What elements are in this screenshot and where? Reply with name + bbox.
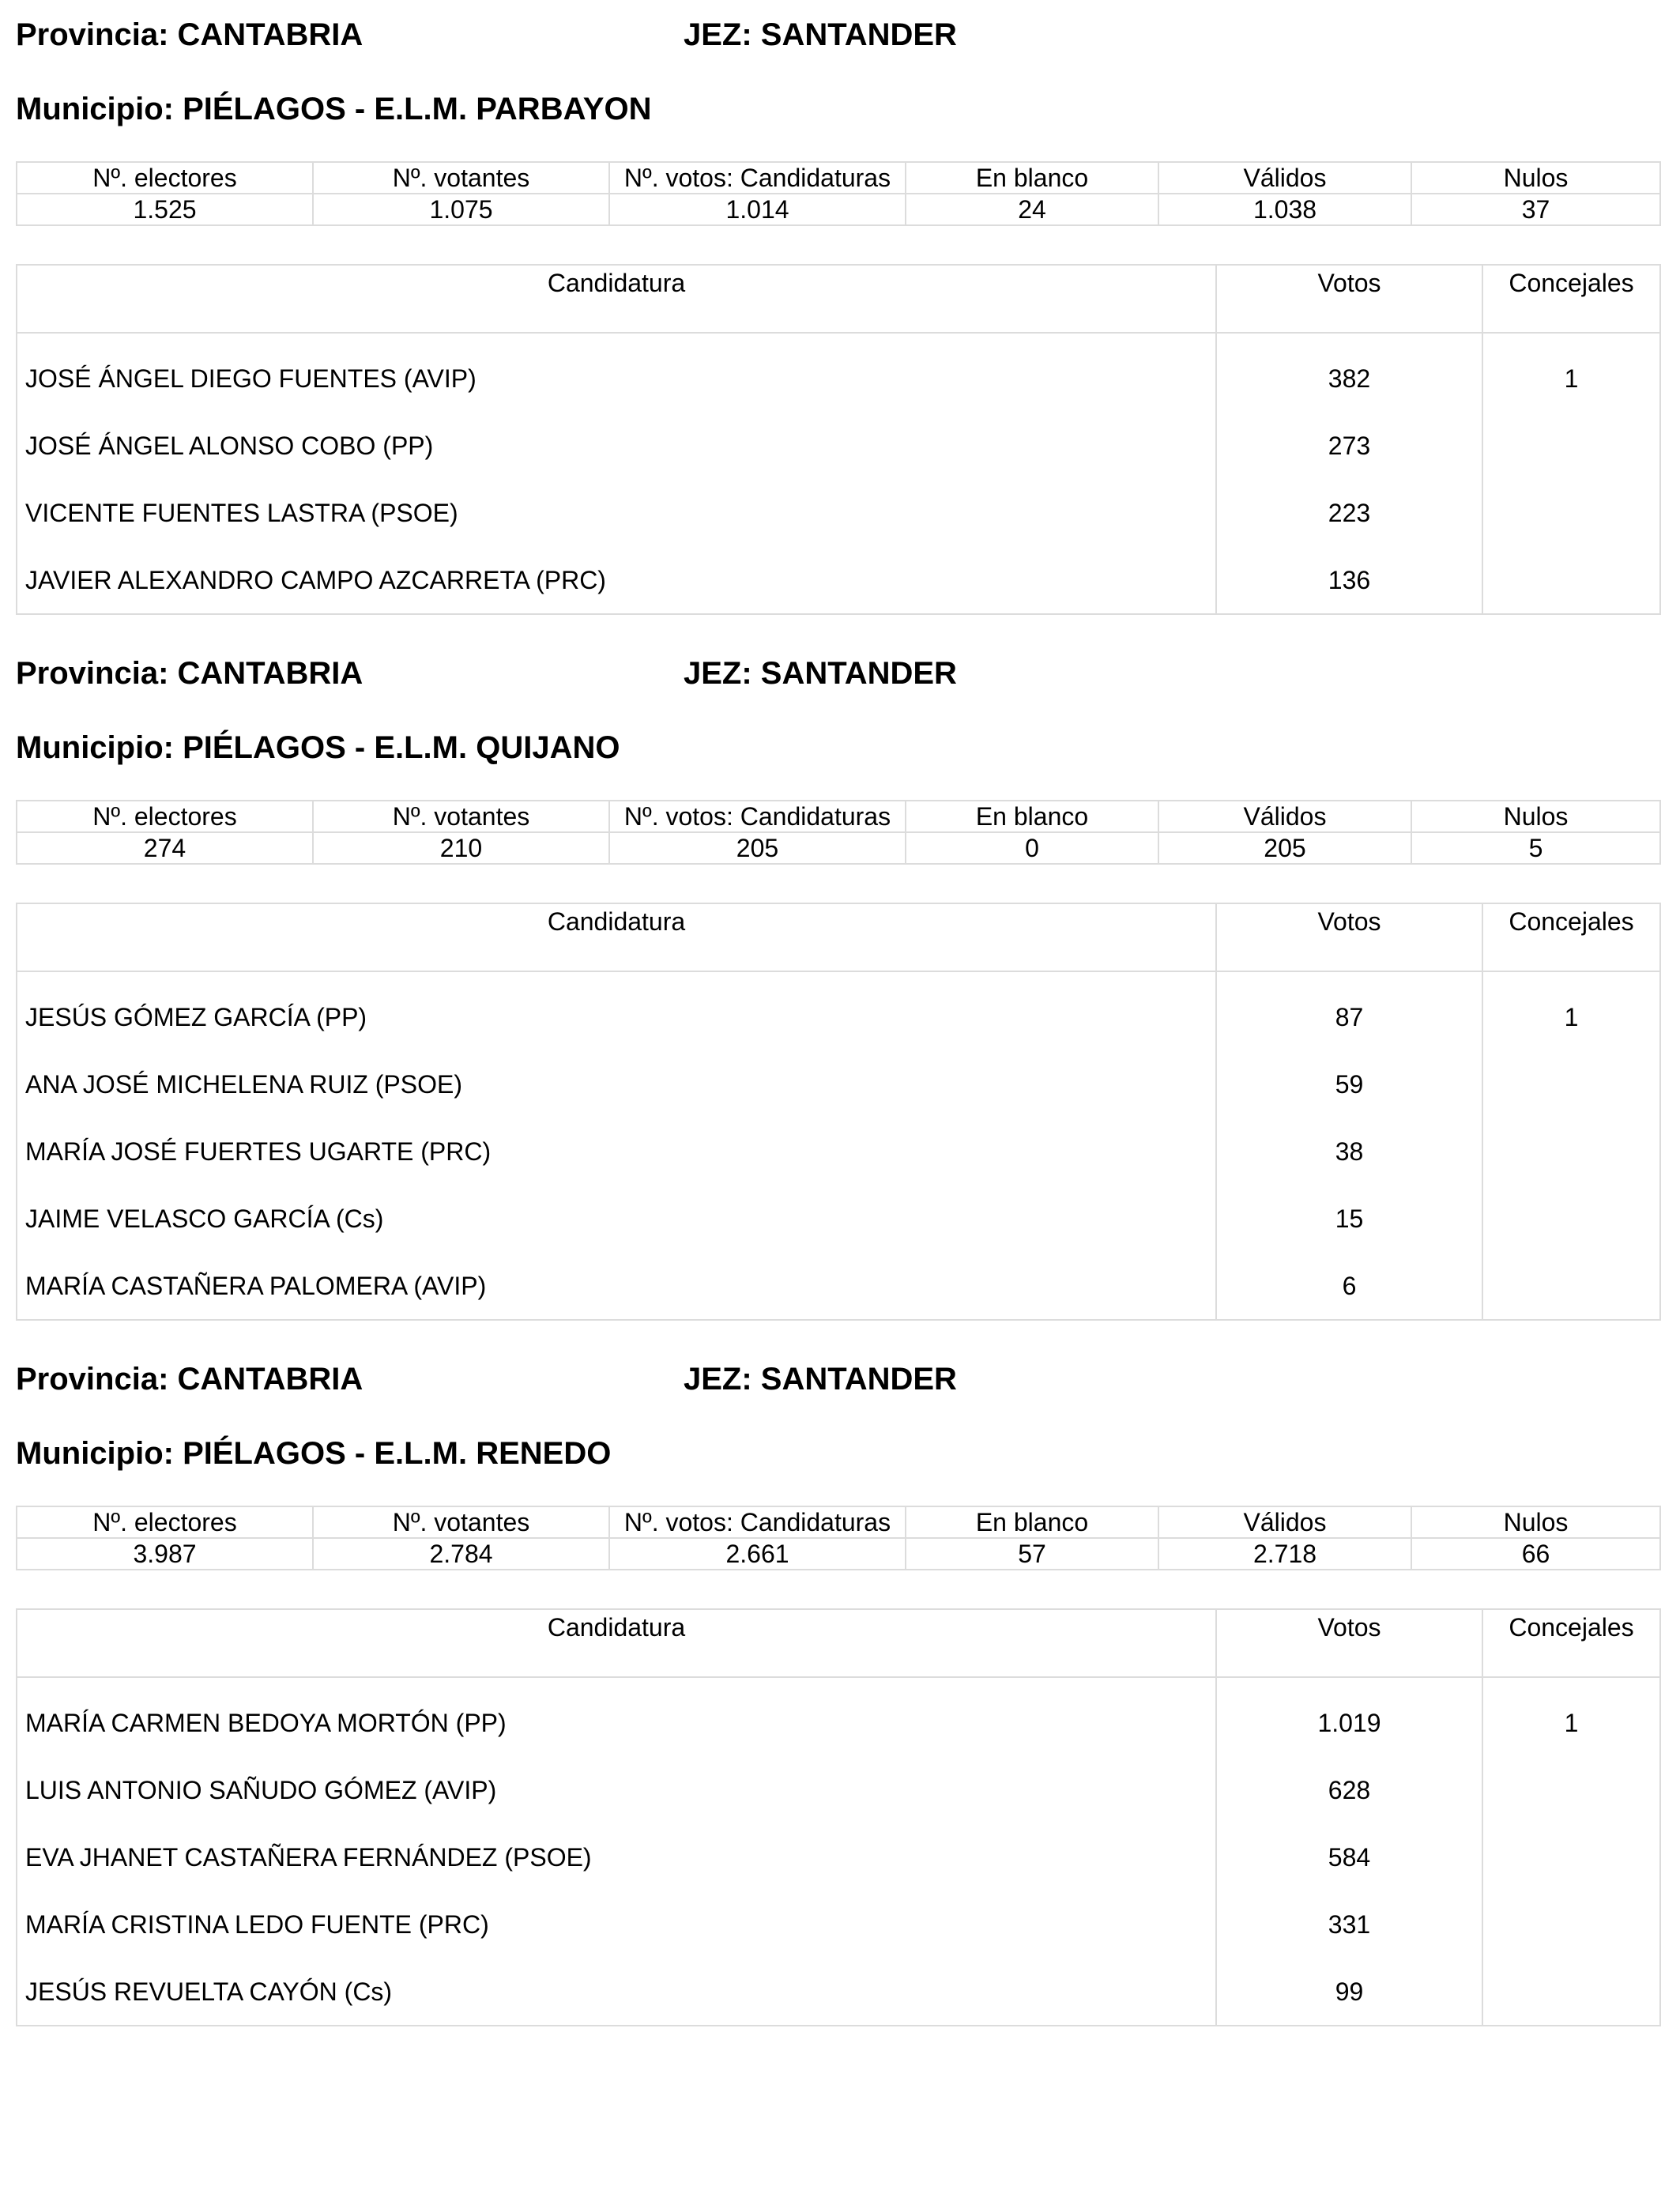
- stats-header-cell: Válidos: [1158, 801, 1411, 832]
- municipio-label: Municipio: PIÉLAGOS - E.L.M. PARBAYON: [16, 92, 652, 126]
- candidate-votes: 584: [1216, 1823, 1482, 1891]
- stats-value-cell: 274: [17, 832, 313, 864]
- stats-value-row: [17, 832, 1660, 864]
- stats-value-cell: 1.075: [313, 194, 609, 225]
- table-row: [17, 1118, 1660, 1185]
- jez-label: JEZ: SANTANDER: [684, 17, 957, 52]
- candidate-name: JESÚS REVUELTA CAYÓN (Cs): [17, 1958, 1216, 2026]
- votos-header: Votos: [1216, 1609, 1482, 1677]
- section-header: [16, 16, 1659, 54]
- table-row: [17, 1185, 1660, 1252]
- stats-header-cell: Nº. electores: [17, 1506, 313, 1538]
- section-header: [16, 1360, 1659, 1398]
- candidate-votes: 223: [1216, 479, 1482, 546]
- candidate-votes: 382: [1216, 333, 1482, 412]
- provincia-label: Provincia: CANTABRIA: [16, 656, 363, 691]
- candidate-name: JAIME VELASCO GARCÍA (Cs): [17, 1185, 1216, 1252]
- results-page: [16, 0, 1659, 2026]
- stats-header-cell: Válidos: [1158, 1506, 1411, 1538]
- candidate-concejales: [1482, 1118, 1660, 1185]
- stats-value-cell: 3.987: [17, 1538, 313, 1570]
- candidatura-header: Candidatura: [17, 265, 1216, 333]
- candidates-header-row: [17, 1609, 1660, 1677]
- candidate-concejales: [1482, 546, 1660, 614]
- candidate-votes: 628: [1216, 1756, 1482, 1823]
- candidate-concejales: 1: [1482, 333, 1660, 412]
- stats-table: [16, 800, 1661, 865]
- stats-header-cell: Nulos: [1411, 162, 1660, 194]
- candidate-concejales: 1: [1482, 1677, 1660, 1756]
- concejales-header: Concejales: [1482, 265, 1660, 333]
- candidate-concejales: [1482, 1050, 1660, 1118]
- candidate-concejales: [1482, 1252, 1660, 1320]
- candidate-votes: 99: [1216, 1958, 1482, 2026]
- stats-header-cell: Nº. electores: [17, 162, 313, 194]
- provincia-label: Provincia: CANTABRIA: [16, 1362, 363, 1397]
- candidates-header-row: [17, 903, 1660, 971]
- stats-header-row: [17, 1506, 1660, 1538]
- stats-value-cell: 24: [906, 194, 1158, 225]
- table-row: [17, 1958, 1660, 2026]
- candidate-concejales: [1482, 1185, 1660, 1252]
- table-row: [17, 546, 1660, 614]
- candidate-votes: 6: [1216, 1252, 1482, 1320]
- candidate-name: JAVIER ALEXANDRO CAMPO AZCARRETA (PRC): [17, 546, 1216, 614]
- table-row: [17, 1050, 1660, 1118]
- stats-header-cell: Nº. votos: Candidaturas: [609, 801, 906, 832]
- stats-value-cell: 210: [313, 832, 609, 864]
- candidate-votes: 1.019: [1216, 1677, 1482, 1756]
- candidatura-header: Candidatura: [17, 903, 1216, 971]
- stats-value-cell: 37: [1411, 194, 1660, 225]
- stats-header-cell: Nulos: [1411, 801, 1660, 832]
- votos-header: Votos: [1216, 265, 1482, 333]
- stats-value-cell: 1.525: [17, 194, 313, 225]
- stats-table: [16, 161, 1661, 226]
- municipio-label: Municipio: PIÉLAGOS - E.L.M. RENEDO: [16, 1436, 612, 1471]
- table-row: [17, 333, 1660, 412]
- stats-value-cell: 0: [906, 832, 1158, 864]
- stats-header-cell: Nº. votos: Candidaturas: [609, 1506, 906, 1538]
- table-row: [17, 971, 1660, 1050]
- stats-header-cell: En blanco: [906, 1506, 1158, 1538]
- candidate-concejales: [1482, 1891, 1660, 1958]
- jez-label: JEZ: SANTANDER: [684, 656, 957, 691]
- candidatura-header: Candidatura: [17, 1609, 1216, 1677]
- stats-header-cell: Nulos: [1411, 1506, 1660, 1538]
- section-quijano: [16, 654, 1659, 1321]
- candidate-name: JESÚS GÓMEZ GARCÍA (PP): [17, 971, 1216, 1050]
- stats-value-cell: 2.784: [313, 1538, 609, 1570]
- stats-value-cell: 5: [1411, 832, 1660, 864]
- candidate-name: EVA JHANET CASTAÑERA FERNÁNDEZ (PSOE): [17, 1823, 1216, 1891]
- table-row: [17, 1677, 1660, 1756]
- stats-header-cell: En blanco: [906, 801, 1158, 832]
- candidates-table: [16, 903, 1661, 1321]
- candidate-name: MARÍA CASTAÑERA PALOMERA (AVIP): [17, 1252, 1216, 1320]
- stats-value-cell: 205: [1158, 832, 1411, 864]
- stats-value-row: [17, 194, 1660, 225]
- stats-value-cell: 2.661: [609, 1538, 906, 1570]
- provincia-label: Provincia: CANTABRIA: [16, 17, 363, 52]
- stats-header-row: [17, 801, 1660, 832]
- stats-value-cell: 2.718: [1158, 1538, 1411, 1570]
- candidate-name: LUIS ANTONIO SAÑUDO GÓMEZ (AVIP): [17, 1756, 1216, 1823]
- candidate-concejales: 1: [1482, 971, 1660, 1050]
- candidate-votes: 59: [1216, 1050, 1482, 1118]
- candidate-name: MARÍA CARMEN BEDOYA MORTÓN (PP): [17, 1677, 1216, 1756]
- stats-header-cell: En blanco: [906, 162, 1158, 194]
- stats-header-cell: Nº. votantes: [313, 162, 609, 194]
- stats-header-cell: Válidos: [1158, 162, 1411, 194]
- candidate-votes: 87: [1216, 971, 1482, 1050]
- stats-value-cell: 1.014: [609, 194, 906, 225]
- concejales-header: Concejales: [1482, 1609, 1660, 1677]
- candidate-concejales: [1482, 412, 1660, 479]
- table-row: [17, 1891, 1660, 1958]
- candidate-votes: 15: [1216, 1185, 1482, 1252]
- table-row: [17, 1756, 1660, 1823]
- votos-header: Votos: [1216, 903, 1482, 971]
- jez-label: JEZ: SANTANDER: [684, 1362, 957, 1397]
- candidate-concejales: [1482, 1958, 1660, 2026]
- stats-header-cell: Nº. votantes: [313, 801, 609, 832]
- stats-value-cell: 1.038: [1158, 194, 1411, 225]
- candidate-name: ANA JOSÉ MICHELENA RUIZ (PSOE): [17, 1050, 1216, 1118]
- candidate-concejales: [1482, 479, 1660, 546]
- candidates-table: [16, 264, 1661, 615]
- stats-header-row: [17, 162, 1660, 194]
- stats-value-cell: 57: [906, 1538, 1158, 1570]
- municipio-label: Municipio: PIÉLAGOS - E.L.M. QUIJANO: [16, 730, 620, 765]
- candidate-name: JOSÉ ÁNGEL ALONSO COBO (PP): [17, 412, 1216, 479]
- table-row: [17, 1823, 1660, 1891]
- table-row: [17, 479, 1660, 546]
- section-renedo: [16, 1360, 1659, 2026]
- stats-value-cell: 205: [609, 832, 906, 864]
- candidates-header-row: [17, 265, 1660, 333]
- candidate-concejales: [1482, 1823, 1660, 1891]
- stats-header-cell: Nº. electores: [17, 801, 313, 832]
- table-row: [17, 1252, 1660, 1320]
- candidate-name: MARÍA JOSÉ FUERTES UGARTE (PRC): [17, 1118, 1216, 1185]
- stats-header-cell: Nº. votantes: [313, 1506, 609, 1538]
- section-header: [16, 654, 1659, 692]
- stats-value-row: [17, 1538, 1660, 1570]
- candidate-votes: 331: [1216, 1891, 1482, 1958]
- candidate-concejales: [1482, 1756, 1660, 1823]
- stats-value-cell: 66: [1411, 1538, 1660, 1570]
- candidate-votes: 273: [1216, 412, 1482, 479]
- candidate-votes: 38: [1216, 1118, 1482, 1185]
- concejales-header: Concejales: [1482, 903, 1660, 971]
- candidates-table: [16, 1608, 1661, 2026]
- stats-header-cell: Nº. votos: Candidaturas: [609, 162, 906, 194]
- candidate-name: JOSÉ ÁNGEL DIEGO FUENTES (AVIP): [17, 333, 1216, 412]
- candidate-name: VICENTE FUENTES LASTRA (PSOE): [17, 479, 1216, 546]
- section-parbayon: [16, 16, 1659, 615]
- candidate-votes: 136: [1216, 546, 1482, 614]
- table-row: [17, 412, 1660, 479]
- candidate-name: MARÍA CRISTINA LEDO FUENTE (PRC): [17, 1891, 1216, 1958]
- stats-table: [16, 1506, 1661, 1570]
